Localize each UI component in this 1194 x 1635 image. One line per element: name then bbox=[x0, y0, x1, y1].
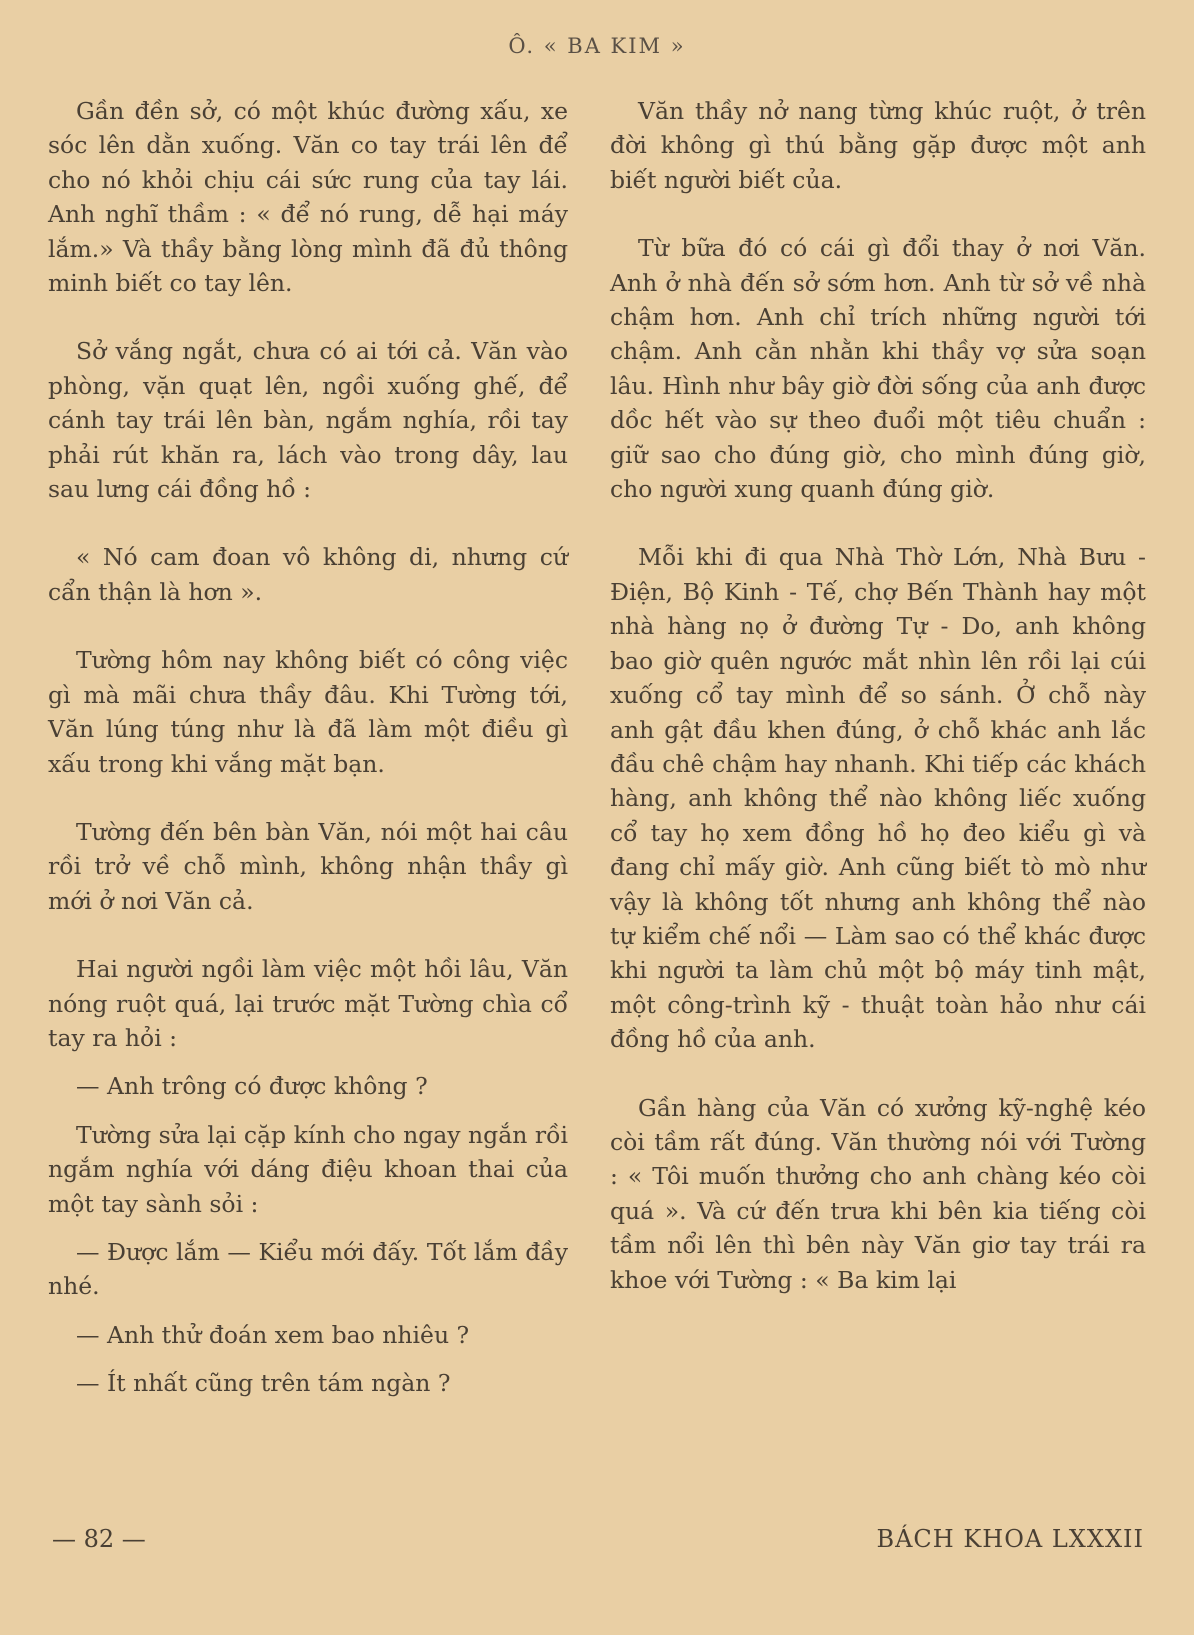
paragraph: Sở vắng ngắt, chưa có ai tới cả. Văn vào phòng, vặn quạt lên, ngồi xuống ghế, để cánh tay trái lên bàn, ngắm nghía, rồi tay phải rút khăn ra, lách vào trong dây, lau sau lưng cái đồng hồ : bbox=[48, 337, 568, 504]
running-head: Ô. « BA KIM » bbox=[508, 34, 686, 58]
right-column bbox=[610, 94, 1146, 1331]
paragraph: Từ bữa đó có cái gì đổi thay ở nơi Văn. Anh ở nhà đến sở sớm hơn. Anh từ sở về nhà chậm hơn. Anh chỉ trích những người tới chậm. Anh cằn nhằn khi thầy vợ sửa soạn lâu. Hình như bây giờ đời sống của anh được dồc hết vào sự theo đuổi một tiêu chuẩn : giữ sao cho đúng giờ, cho mình đúng giờ, cho người xung quanh đúng giờ. bbox=[610, 234, 1146, 504]
paragraph: Tường sửa lại cặp kính cho ngay ngắn rồi ngắm nghía với dáng điệu khoan thai của một tay sành sỏi : bbox=[48, 1120, 568, 1218]
paragraph: Mỗi khi đi qua Nhà Thờ Lớn, Nhà Bưu - Điện, Bộ Kinh - Tế, chợ Bến Thành hay một nhà hàng nọ ở đường Tự - Do, anh không bao giờ quên ngước mắt nhìn lên rồi lại cúi xuống cổ tay mình để so sánh. Ở chỗ này anh gật đầu khen đúng, ở chỗ khác anh lắc đầu chê chậm hay nhanh. Khi tiếp các khách hàng, anh không thể nào không liếc xuống cổ tay họ xem đồng hồ họ đeo kiểu gì và đang chỉ mấy giờ. Anh cũng biết tò mò như vậy là không tốt nhưng anh không thể nào tự kiểm chế nổi — Làm sao có thể khác được khi người ta làm chủ một bộ máy tinh mật, một công-trình kỹ - thuật toàn hảo như cái đồng hồ của anh. bbox=[610, 543, 1146, 1054]
paragraph: « Nó cam đoan vô không di, nhưng cứ cẩn thận là hơn ». bbox=[48, 543, 568, 606]
paragraph: Tường hôm nay không biết có công việc gì mà mãi chưa thầy đâu. Khi Tường tới, Văn lúng túng như là đã làm một điều gì xấu trong khi vắng mặt bạn. bbox=[48, 646, 568, 778]
paragraph: Tường đến bên bàn Văn, nói một hai câu rồi trở về chỗ mình, không nhận thầy gì mới ở nơi Văn cả. bbox=[48, 817, 568, 915]
dialogue-line: — Anh trông có được không ? bbox=[76, 1072, 428, 1101]
dialogue-line: — Được lắm — Kiểu mới đấy. Tốt lắm đầy nhé. bbox=[48, 1237, 568, 1301]
journal-footer: BÁCH KHOA LXXXII bbox=[876, 1525, 1144, 1553]
paragraph: Gần đền sở, có một khúc đường xấu, xe sóc lên dằn xuống. Văn co tay trái lên để cho nó khỏi chịu cái sức rung của tay lái. Anh nghĩ thầm : « để nó rung, dễ hại máy lắm.» Và thầy bằng lòng mình đã đủ thông minh biết co tay lên. bbox=[48, 97, 568, 298]
left-column bbox=[48, 94, 568, 1415]
page-number: — 82 — bbox=[52, 1525, 146, 1553]
dialogue-line: — Ít nhất cũng trên tám ngàn ? bbox=[76, 1369, 451, 1398]
dialogue-line: — Anh thử đoán xem bao nhiêu ? bbox=[76, 1320, 470, 1349]
paragraph: Gần hàng của Văn có xưởng kỹ-nghệ kéo còi tầm rất đúng. Văn thường nói với Tường : « Tôi muốn thưởng cho anh chàng kéo còi quá ». Và cứ đến trưa khi bên kia tiếng còi tầm nổi lên thì bên này Văn giơ tay trái ra khoe với Tường : « Ba kim lại bbox=[610, 1093, 1146, 1294]
paragraph: Hai người ngồi làm việc một hồi lâu, Văn nóng ruột quá, lại trước mặt Tường chìa cổ tay ra hỏi : bbox=[48, 955, 568, 1052]
paragraph: Văn thầy nở nang từng khúc ruột, ở trên đời không gì thú bằng gặp được một anh biết người biết của. bbox=[610, 97, 1146, 194]
